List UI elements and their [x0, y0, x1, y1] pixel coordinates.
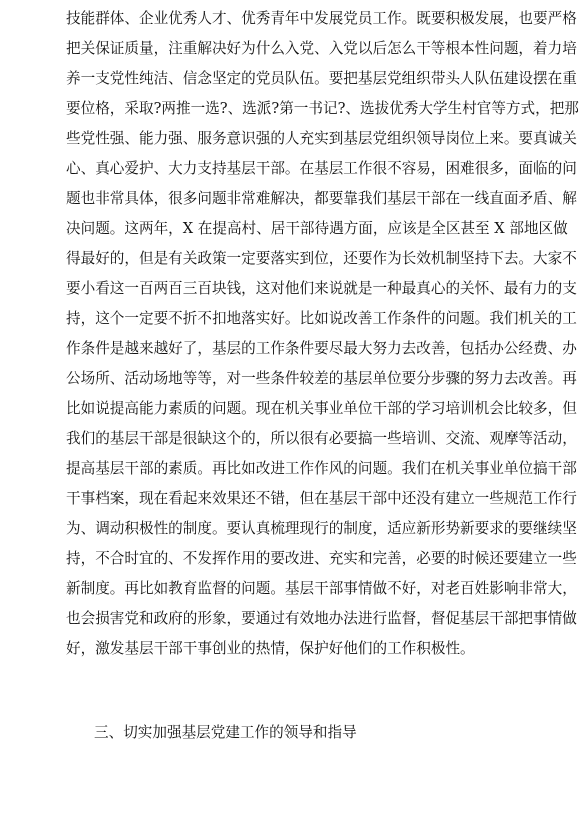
- paragraph-line: 干事档案，现在看起来效果还不错，但在基层干部中还没有建立一些规范工作行: [66, 490, 577, 507]
- paragraph-line: 好，激发基层干部干事创业的热情，保护好他们的工作积极性。: [66, 640, 475, 657]
- paragraph-line: 养一支党性纯洁、信念坚定的党员队伍。要把基层党组织带头人队伍建设摆在重: [66, 70, 577, 87]
- paragraph-line: 提高基层干部的素质。再比如改进工作作风的问题。我们在机关事业单位搞干部: [66, 460, 577, 477]
- paragraph-line: 要位格，采取?两推一选?、选派?第一书记?、选拔优秀大学生村官等方式，把那: [66, 100, 579, 117]
- paragraph-line: 我们的基层干部是很缺这个的，所以很有必要搞一些培训、交流、观摩等活动，: [66, 430, 577, 447]
- paragraph-line: 要小看这一百两百三百块钱，这对他们来说就是一种最真心的关怀、最有力的支: [66, 280, 577, 297]
- section-heading: 三、切实加强基层党建工作的领导和指导: [94, 724, 357, 741]
- paragraph-line: 技能群体、企业优秀人才、优秀青年中发展党员工作。既要积极发展，也要严格: [66, 10, 577, 27]
- paragraph-line: 新制度。再比如教育监督的问题。基层干部事情做不好，对老百姓影响非常大，: [66, 580, 577, 597]
- paragraph-line: 作条件是越来越好了，基层的工作条件要尽最大努力去改善，包括办公经费、办: [66, 340, 577, 357]
- paragraph-line: 心、真心爱护、大力支持基层干部。在基层工作很不容易，困难很多，面临的问: [66, 160, 577, 177]
- paragraph-line: 公场所、活动场地等等，对一些条件较差的基层单位要分步骤的努力去改善。再: [66, 370, 577, 387]
- paragraph-line: 把关保证质量，注重解决好为什么入党、入党以后怎么干等根本性问题，着力培: [66, 40, 577, 57]
- paragraph-line: 也会损害党和政府的形象，要通过有效地办法进行监督，督促基层干部把事情做: [66, 610, 577, 627]
- paragraph-line: 比如说提高能力素质的问题。现在机关事业单位干部的学习培训机会比较多，但: [66, 400, 577, 417]
- paragraph-line: 决问题。这两年，X 在提高村、居干部待遇方面，应该是全区甚至 X 部地区做: [66, 220, 568, 237]
- paragraph-line: 得最好的，但是有关政策一定要落实到位，还要作为长效机制坚持下去。大家不: [66, 250, 577, 267]
- paragraph-line: 为、调动积极性的制度。要认真梳理现行的制度，适应新形势新要求的要继续坚: [66, 520, 577, 537]
- paragraph-line: 持，不合时宜的、不发挥作用的要改进、充实和完善，必要的时候还要建立一些: [66, 550, 577, 567]
- paragraph-line: 题也非常具体，很多问题非常难解决，都要靠我们基层干部在一线直面矛盾、解: [66, 190, 577, 207]
- paragraph-line: 持，这个一定要不折不扣地落实好。比如说改善工作条件的问题。我们机关的工: [66, 310, 577, 327]
- paragraph-line: 些党性强、能力强、服务意识强的人充实到基层党组织领导岗位上来。要真诚关: [66, 130, 577, 147]
